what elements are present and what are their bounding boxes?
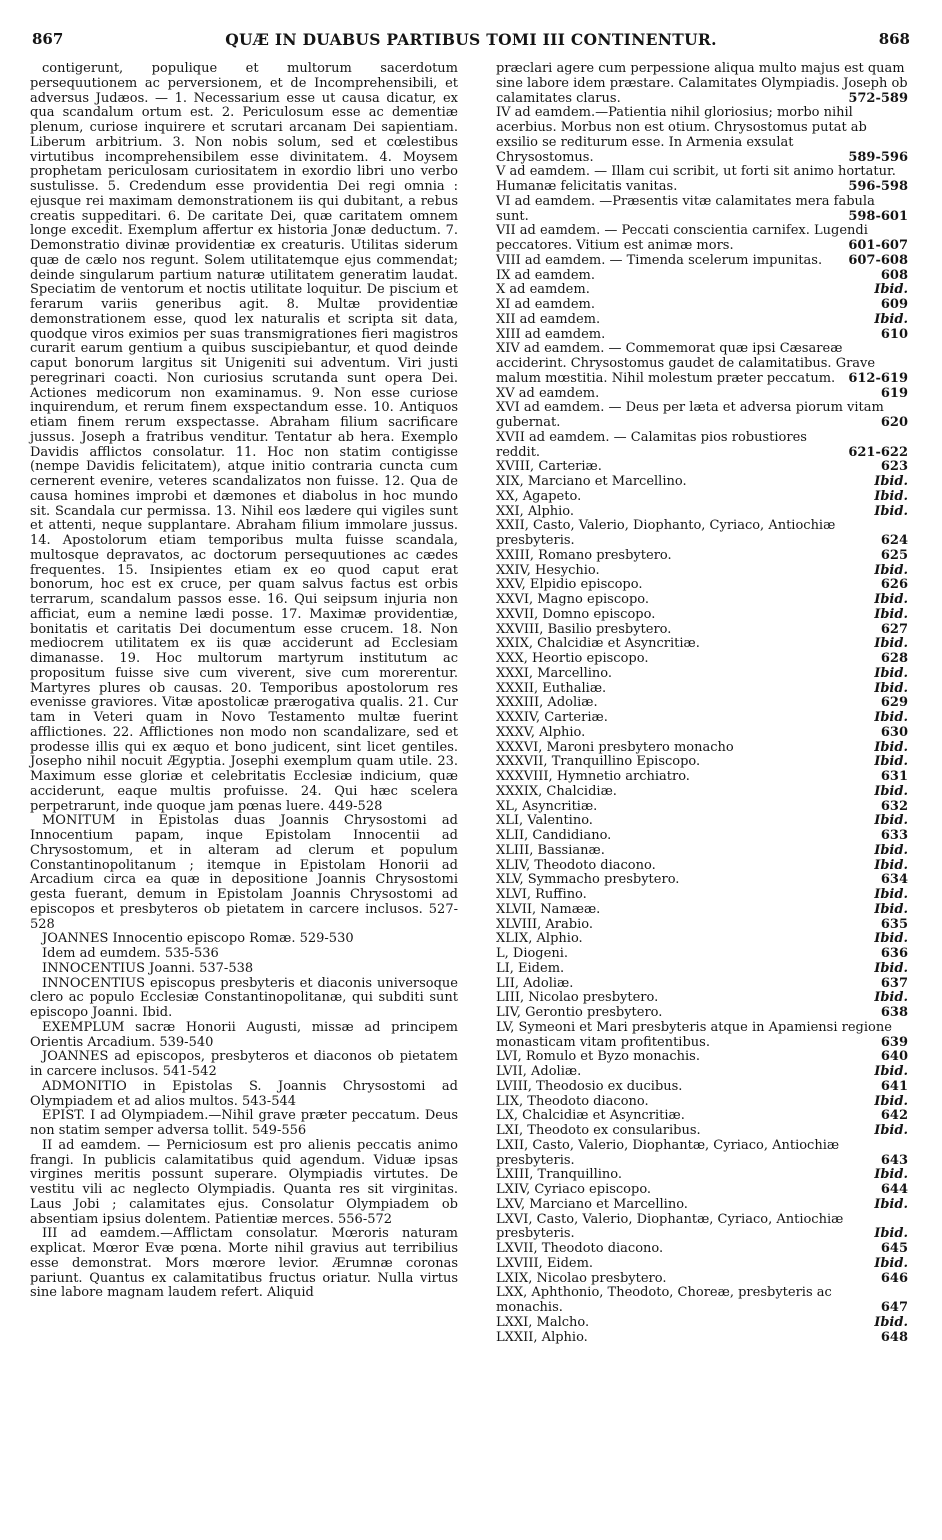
entry-page-ref: 644 <box>880 1182 908 1197</box>
entry-label: XI ad eamdem. <box>496 297 595 312</box>
entry-label: LVIII, Theodosio ex ducibus. <box>496 1078 683 1094</box>
entry-label: LXXII, Alphio. <box>496 1329 588 1345</box>
left-paragraph: JOANNES ad episcopos, presbyteros et diaconos ob pietatem in carcere inclusos. 541-542 <box>30 1049 458 1079</box>
entry-label: XXXIII, Adoliæ. <box>496 695 598 711</box>
index-entry <box>482 505 908 520</box>
entry-label: LXVIII, Eidem. <box>496 1255 594 1271</box>
entry-page-ref: Ibid. <box>874 783 908 799</box>
left-paragraph: INNOCENTIUS Joanni. 537-538 <box>42 960 254 976</box>
entry-label: XLIV, Theodoto diacono. <box>496 857 656 873</box>
left-paragraph: II ad eamdem. — Perniciosum est pro alienis peccatis animo frangi. In publicis calamitatibus quid agendum. Viduæ ipsas virgines meritis possunt superare. Olympiadis virtutes. De vestitu vili ac neglecto Olympiadis. Quanta res sit virginitas. Laus Jobi ; calamitates ejus. Consolatur Olympiadem ob absentiam ipsius dolentem. Patientiæ merces. 556-572 <box>30 1137 458 1227</box>
entry-label: V ad eamdem. — Illam cui scribit, ut forti sit animo hortatur. Humanæ felicitatis vanitas. <box>496 164 896 194</box>
entry-page-ref: Ibid. <box>874 1314 908 1330</box>
entry-page-ref: Ibid. <box>874 1226 908 1242</box>
entry-page-ref: Ibid. <box>874 488 908 504</box>
running-title: QUÆ IN DUABUS PARTIBUS TOMI III CONTINENTUR. <box>225 30 717 49</box>
entry-label: XXXV, Alphio. <box>496 724 586 740</box>
index-entry <box>482 460 908 475</box>
entry-page-ref: 646 <box>880 1270 908 1286</box>
entry-label: LXVII, Theodoto diacono. <box>496 1241 664 1256</box>
left-column <box>30 62 458 1301</box>
entry-label: IX ad eamdem. <box>496 267 595 283</box>
index-entry <box>482 578 908 593</box>
entry-page-ref: 642 <box>880 1108 908 1124</box>
index-entry <box>482 932 908 947</box>
index-entry <box>482 1257 908 1272</box>
index-entry <box>482 785 908 800</box>
entry-page-ref: 630 <box>880 724 908 740</box>
entry-label: XXXII, Euthaliæ. <box>496 680 607 696</box>
index-entry <box>482 1183 908 1198</box>
left-paragraph: Idem ad eumdem. 535-536 <box>42 946 219 961</box>
entry-label: XXX, Heortio episcopo. <box>496 651 649 666</box>
entry-label: XVIII, Carteriæ. <box>496 459 602 475</box>
entry-label: XXII, Casto, Valerio, Diophanto, Cyriaco, Antiochiæ presbyteris. <box>496 518 836 548</box>
index-entry <box>482 1286 908 1316</box>
entry-page-ref: Ibid. <box>874 1167 908 1183</box>
entry-page-ref: Ibid. <box>874 739 908 755</box>
index-entry <box>482 873 908 888</box>
entry-label: LXIV, Cyriaco episcopo. <box>496 1182 652 1197</box>
entry-label: XXI, Alphio. <box>496 503 575 519</box>
entry-page-ref: Ibid. <box>874 813 908 829</box>
entry-page-ref: 607-608 <box>848 252 908 268</box>
index-entry <box>482 1080 908 1095</box>
entry-label: XXXVI, Maroni presbytero monacho <box>496 739 734 755</box>
entry-page-ref: 598-601 <box>848 208 908 224</box>
entry-page-ref: 633 <box>880 828 908 843</box>
entry-label: LXI, Theodoto ex consularibus. <box>496 1123 701 1138</box>
entry-label: LXII, Casto, Valerio, Diophantæ, Cyriaco, Antiochiæ presbyteris. <box>496 1137 840 1168</box>
index-entry <box>482 814 908 829</box>
entry-page-ref: 628 <box>880 651 908 666</box>
index-entry <box>482 859 908 874</box>
index-entry <box>482 623 908 638</box>
entry-page-ref: 626 <box>880 577 908 593</box>
index-entry <box>482 977 908 992</box>
page-number-right: 868 <box>878 30 910 48</box>
entry-label: XIV ad eamdem. — Commemorat quæ ipsi Cæsareæ acciderint. Chrysostomus gaudet de calamitatibus. Grave malum mœstitia. Nihil molestum præter peccatum. <box>496 341 876 386</box>
entry-label: LXX, Aphthonio, Theodoto, Choreæ, presbyteris ac monachis. <box>496 1285 832 1315</box>
entry-page-ref: Ibid. <box>874 990 908 1006</box>
entry-label: XXIX, Chalcidiæ et Asyncritiæ. <box>496 636 700 652</box>
entry-label: XXXIX, Chalcidiæ. <box>496 783 617 799</box>
index-entry <box>482 829 908 844</box>
entry-page-ref: Ibid. <box>874 901 908 917</box>
index-entry <box>482 652 908 667</box>
index-entry <box>482 165 908 195</box>
entry-page-ref: Ibid. <box>874 311 908 327</box>
entry-page-ref: 636 <box>880 946 908 961</box>
index-entry <box>482 1213 908 1243</box>
index-entry <box>482 711 908 726</box>
entry-label: XLVII, Namææ. <box>496 901 601 917</box>
entry-page-ref: Ibid. <box>874 665 908 681</box>
entry-label: L, Diogeni. <box>496 946 568 961</box>
entry-label: LXXI, Malcho. <box>496 1314 590 1330</box>
index-entry <box>482 1006 908 1021</box>
index-entry <box>482 1168 908 1183</box>
left-paragraph: EXEMPLUM sacræ Honorii Augusti, missæ ad principem Orientis Arcadium. 539-540 <box>30 1019 458 1050</box>
index-entry <box>482 401 908 431</box>
index-entry <box>482 313 908 328</box>
index-entry <box>482 682 908 697</box>
index-entry <box>482 431 908 461</box>
entry-label: XII ad eamdem. <box>496 311 601 327</box>
left-paragraph: MONITUM in Epistolas duas Joannis Chrysostomi ad Innocentium papam, inque Epistolam Innocentii ad Chrysostomum, et in alteram ad clerum et populum Constantinopolitanum ; itemque in Epistolam Honorii ad Arcadium circa ea quæ in depositione Joannis Chrysostomi gesta fuerant, demum in Epistolam Joannis Chrysostomi ad episcopos et presbyteros ob pietatem in carcere inclusos. 527-528 <box>30 813 458 932</box>
left-paragraph: III ad eamdem.—Afflictam consolatur. Mœroris naturam explicat. Mœror Evæ pœna. Morte nihil gravius aut terribilius esse demonstrat. Mors mœrore levior. Ærumnæ coronas pariunt. Quantus ex calamitatibus fructus oriatur. Nulla virtus sine labore magnam laudem refert. Aliquid <box>30 1226 458 1301</box>
index-entry <box>482 741 908 756</box>
entry-label: LXV, Marciano et Marcellino. <box>496 1196 688 1212</box>
entry-label: VII ad eamdem. — Peccati conscientia carnifex. Lugendi peccatores. Vitium est animæ mors. <box>496 223 868 253</box>
index-entry <box>482 1065 908 1080</box>
index-entry <box>482 195 908 225</box>
index-entry <box>482 1109 908 1124</box>
entry-label: XLV, Symmacho presbytero. <box>496 872 680 888</box>
index-entry <box>482 962 908 977</box>
entry-label: LXVI, Casto, Valerio, Diophantæ, Cyriaco, Antiochiæ presbyteris. <box>496 1211 844 1242</box>
page-number-left: 867 <box>32 30 64 48</box>
entry-label: XXXVIII, Hymnetio archiatro. <box>496 769 690 784</box>
entry-page-ref: Ibid. <box>874 636 908 652</box>
entry-page-ref: 627 <box>880 621 908 637</box>
index-entry <box>482 667 908 682</box>
index-entry <box>482 1095 908 1110</box>
entry-page-ref: 639 <box>880 1034 908 1050</box>
entry-label: LVII, Adoliæ. <box>496 1064 582 1079</box>
entry-page-ref: 620 <box>880 415 908 430</box>
entry-page-ref: 635 <box>880 916 908 932</box>
left-paragraph: EPIST. I ad Olympiadem.—Nihil grave præter peccatum. Deus non statim semper adversa tollit. 549-556 <box>30 1108 458 1138</box>
entry-page-ref: Ibid. <box>874 857 908 873</box>
entry-label: XXIII, Romano presbytero. <box>496 547 672 563</box>
entry-page-ref: 641 <box>880 1078 908 1094</box>
entry-label: XXXVII, Tranquillino Episcopo. <box>496 754 701 770</box>
index-entry <box>482 1272 908 1287</box>
index-entry <box>482 844 908 859</box>
entry-page-ref: Ibid. <box>874 1255 908 1271</box>
entry-label: XLVIII, Arabio. <box>496 916 593 932</box>
right-column <box>482 62 908 1345</box>
entry-page-ref: Ibid. <box>874 1196 908 1212</box>
index-entry <box>482 106 908 165</box>
entry-label: LIII, Nicolao presbytero. <box>496 990 659 1006</box>
index-entry <box>482 991 908 1006</box>
index-entry <box>482 608 908 623</box>
entry-page-ref: 634 <box>880 872 908 888</box>
entry-page-ref: Ibid. <box>874 592 908 607</box>
entry-label: VI ad eamdem. —Præsentis vitæ calamitates mera fabula sunt. <box>496 193 875 224</box>
entry-label: XXVIII, Basilio presbytero. <box>496 621 672 637</box>
entry-page-ref: Ibid. <box>874 680 908 696</box>
entry-page-ref: Ibid. <box>874 606 908 622</box>
entry-page-ref: 572-589 <box>848 90 908 106</box>
entry-label: XV ad eamdem. <box>496 385 600 401</box>
entry-page-ref: 624 <box>880 533 908 548</box>
entry-page-ref: 638 <box>880 1005 908 1020</box>
entry-page-ref: 632 <box>880 798 908 814</box>
index-entry <box>482 298 908 313</box>
entry-label: XLIII, Bassianæ. <box>496 842 605 858</box>
index-entry <box>482 342 908 386</box>
entry-page-ref: Ibid. <box>874 1093 908 1109</box>
entry-label: XLVI, Ruffino. <box>496 887 587 902</box>
entry-page-ref: Ibid. <box>874 474 908 489</box>
index-entry <box>482 1316 908 1331</box>
index-entry <box>482 1242 908 1257</box>
entry-label: XIX, Marciano et Marcellino. <box>496 474 687 489</box>
index-entry <box>482 519 908 549</box>
entry-page-ref: Ibid. <box>874 842 908 858</box>
entry-label: LI, Eidem. <box>496 960 565 976</box>
entry-label: XLII, Candidiano. <box>496 828 612 843</box>
entry-page-ref: 608 <box>880 267 908 283</box>
index-entry <box>482 888 908 903</box>
index-entry <box>482 1050 908 1065</box>
left-paragraph: INNOCENTIUS episcopus presbyteris et diaconis universoque clero ac populo Ecclesiæ Constantinopolitanæ, qui subditi sunt episcopo Joanni. Ibid. <box>30 975 458 1020</box>
entry-label: XLIX, Alphio. <box>496 931 583 947</box>
entry-page-ref: 596-598 <box>848 179 908 194</box>
entry-label: LII, Adoliæ. <box>496 975 574 991</box>
entry-page-ref: Ibid. <box>874 1123 908 1138</box>
index-entry <box>482 1124 908 1139</box>
entry-page-ref: 637 <box>880 975 908 991</box>
entry-page-ref: Ibid. <box>874 960 908 976</box>
index-entry <box>482 475 908 490</box>
entry-page-ref: Ibid. <box>874 887 908 902</box>
entry-label: LVI, Romulo et Byzo monachis. <box>496 1049 700 1065</box>
entry-page-ref: Ibid. <box>874 503 908 519</box>
index-entry <box>482 918 908 933</box>
entry-page-ref: Ibid. <box>874 754 908 770</box>
entry-page-ref: 612-619 <box>848 370 908 386</box>
index-entry <box>482 283 908 298</box>
index-entry <box>482 755 908 770</box>
index-entry <box>482 903 908 918</box>
entry-label: X ad eamdem. <box>496 282 590 298</box>
entry-page-ref: 643 <box>880 1152 908 1168</box>
index-entry <box>482 637 908 652</box>
entry-label: præclari agere cum perpessione aliqua multo majus est quam sine labore idem præstare. Calamitates Olympiadis. Joseph ob calamitates clarus. <box>496 61 908 106</box>
entry-label: VIII ad eamdem. — Timenda scelerum impunitas. <box>496 252 823 268</box>
entry-label: LIV, Gerontio presbytero. <box>496 1005 663 1020</box>
entry-label: LIX, Theodoto diacono. <box>496 1093 649 1109</box>
index-entry <box>482 62 908 106</box>
entry-page-ref: Ibid. <box>874 710 908 725</box>
index-entry <box>482 564 908 579</box>
entry-page-ref: Ibid. <box>874 282 908 298</box>
entry-label: XL, Asyncritiæ. <box>496 798 598 814</box>
entry-label: XX, Agapeto. <box>496 488 582 504</box>
index-entry <box>482 328 908 343</box>
page-header <box>30 30 912 60</box>
entry-page-ref: 647 <box>880 1300 908 1315</box>
entry-label: XXXI, Marcellino. <box>496 665 612 681</box>
entry-page-ref: Ibid. <box>874 562 908 578</box>
index-entry <box>482 387 908 402</box>
entry-label: XXIV, Hesychio. <box>496 562 600 578</box>
index-entry <box>482 224 908 254</box>
entry-label: LXIII, Tranquillino. <box>496 1167 622 1183</box>
index-entry <box>482 490 908 505</box>
entry-label: LX, Chalcidiæ et Asyncritiæ. <box>496 1108 685 1124</box>
index-entry <box>482 1331 908 1346</box>
entry-page-ref: 625 <box>880 547 908 563</box>
entry-page-ref: 648 <box>880 1329 908 1345</box>
entry-page-ref: 623 <box>880 459 908 475</box>
entry-label: LXIX, Nicolao presbytero. <box>496 1270 667 1286</box>
entry-page-ref: 640 <box>880 1049 908 1065</box>
entry-label: XXVI, Magno episcopo. <box>496 592 650 607</box>
entry-page-ref: 589-596 <box>848 149 908 165</box>
index-entry <box>482 726 908 741</box>
index-entry <box>482 593 908 608</box>
entry-page-ref: Ibid. <box>874 1064 908 1079</box>
left-paragraph: ADMONITIO in Epistolas S. Joannis Chrysostomi ad Olympiadem et ad alios multos. 543-544 <box>30 1078 458 1109</box>
index-entry <box>482 1021 908 1051</box>
entry-label: XLI, Valentino. <box>496 813 593 829</box>
entry-label: XXXIV, Carteriæ. <box>496 710 608 725</box>
entry-label: IV ad eamdem.—Patientia nihil gloriosius; morbo nihil acerbius. Morbus non est otium. Chrysostomus putat ab exsilio se rediturum esse. In Armenia exsulat Chrysostomus. <box>496 105 867 165</box>
entry-label: XVII ad eamdem. — Calamitas pios robustiores reddit. <box>496 429 807 460</box>
entry-page-ref: 645 <box>880 1241 908 1256</box>
entry-label: XIII ad eamdem. <box>496 326 606 342</box>
entry-page-ref: 629 <box>880 695 908 711</box>
index-entry <box>482 269 908 284</box>
index-entry <box>482 696 908 711</box>
left-paragraph: JOANNES Innocentio episcopo Romæ. 529-530 <box>42 931 354 947</box>
entry-page-ref: 610 <box>880 326 908 342</box>
entry-label: XXVII, Domno episcopo. <box>496 606 656 622</box>
entry-label: XXV, Elpidio episcopo. <box>496 577 643 593</box>
entry-page-ref: 609 <box>880 297 908 312</box>
index-entry <box>482 254 908 269</box>
index-entry <box>482 800 908 815</box>
index-entry <box>482 1139 908 1169</box>
entry-label: XVI ad eamdem. — Deus per læta et adversa piorum vitam gubernat. <box>496 400 884 430</box>
index-entry <box>482 947 908 962</box>
entry-page-ref: 621-622 <box>848 444 908 460</box>
index-entry <box>482 770 908 785</box>
index-entry <box>482 1198 908 1213</box>
entry-page-ref: 601-607 <box>848 238 908 253</box>
left-paragraph: contigerunt, populique et multorum sacerdotum persequutionem ac perversionem, et de Incomprehensibili, et adversus Judæos. — 1. Necessarium esse ut causa dicatur, ex qua scandalum ortum est. 2. Periculosum esse ac dementiæ plenum, curiose inquirere et scrutari arcanam Dei sapientiam. Liberum arbitrium. 3. Non nobis solum, sed et cœlestibus virtutibus incomprehensibilem esse divinitatem. 4. Moysem prophetam periculosam curiositatem in exordio libri uno verbo sustulisse. 5. Credendum esse providentia Dei regi omnia : ejusque rei maximam demonstrationem iis qui dubitant, a rebus creatis suppeditari. 6. De caritate Dei, quæ caritatem omnem longe excedit. Exemplum affertur ex historia Jonæ deductum. 7. Demonstratio divinæ providentiæ ex creaturis. Utilitas siderum quæ de cælo nos regunt. Solem utilitatemque ejus commendat; deinde singularum partium naturæ utilitatem generatim laudat. Speciatim de ventorum et noctis utilitate loquitur. De piscium et ferarum variis generibus agit. 8. Multæ providentiæ demonstrationem esse, quod lex naturalis et scripta sit data, quodque viros eximios per suas transmigrationes fieri magistros curarit earum gentium a quibus suscipiebantur, et quod deinde caput bonorum largitus sit Unigeniti sui adventum. Viri justi peregrinari coacti. Non curiosius scrutanda sunt opera Dei. Actiones medicorum non examinamus. 9. Non esse curiose inquirendum, et rerum finem exspectandum esse. 10. Antiquos etiam finem rerum exspectasse. Abraham filium sacrificare jussus. Joseph a fratribus venditur. Tentatur ab hera. Exemplo Davidis afflictos consolatur. 11. Hoc non statim contigisse (nempe Davidis felicitatem), atque initio contraria cuncta cum cernerent evenire, veteres scandalizatos non fuisse. 12. Qua de causa homines improbi et dæmones et diabolus in hoc mundo sit. Scandala cur permissa. 13. Nihil eos lædere qui vigiles sunt et attenti, neque supplantare. Abraham filium immolare jussus. 14. Apostolorum etiam temporibus multa fuisse scandala, multosque depravatos, ac doctorum persequutiones ac cædes frequentes. 15. Insipientes etiam ex eo quod caput erat bonorum, hoc est ex cruce, per quam salvus factus est orbis terrarum, scandalum passos esse. 16. Qui seipsum injuria non afficiat, eum a nemine lædi posse. 17. Maximæ providentiæ, bonitatis et caritatis Dei documentum esse crucem. 18. Non mediocrem utilitatem ex iis quæ acciderunt ad Ecclesiam dimanasse. 19. Hoc multorum martyrum institutum ac propositum fuisse sive cum viverent, sive cum morerentur. Martyres plures ob causas. 20. Temporibus apostolorum res evenisse graviores. Vitæ apostolicæ prærogativa qualis. 21. Cur tam in Veteri quam in Novo Testamento multæ fuerint afflictiones. 22. Afflictiones non modo non scandalizare, sed et prodesse illis qui ex æquo et bono judicent, sint licet gentiles. Josepho nihil nocuit Ægyptia. Josephi exemplum quam utile. 23. Maximum esse gloriæ et celebritatis Ecclesiæ indicium, quæ acciderunt, eaque multis profuisse. 24. Qui hæc scelera perpetrarunt, inde quoque jam pœnas luere. 449-528 <box>30 61 458 814</box>
index-entry <box>482 549 908 564</box>
entry-page-ref: 631 <box>880 769 908 784</box>
entry-label: LV, Symeoni et Mari presbyteris atque in Apamiensi regione monasticam vitam profitentibus. <box>496 1019 892 1050</box>
entry-page-ref: 619 <box>880 385 908 401</box>
entry-page-ref: Ibid. <box>874 931 908 947</box>
